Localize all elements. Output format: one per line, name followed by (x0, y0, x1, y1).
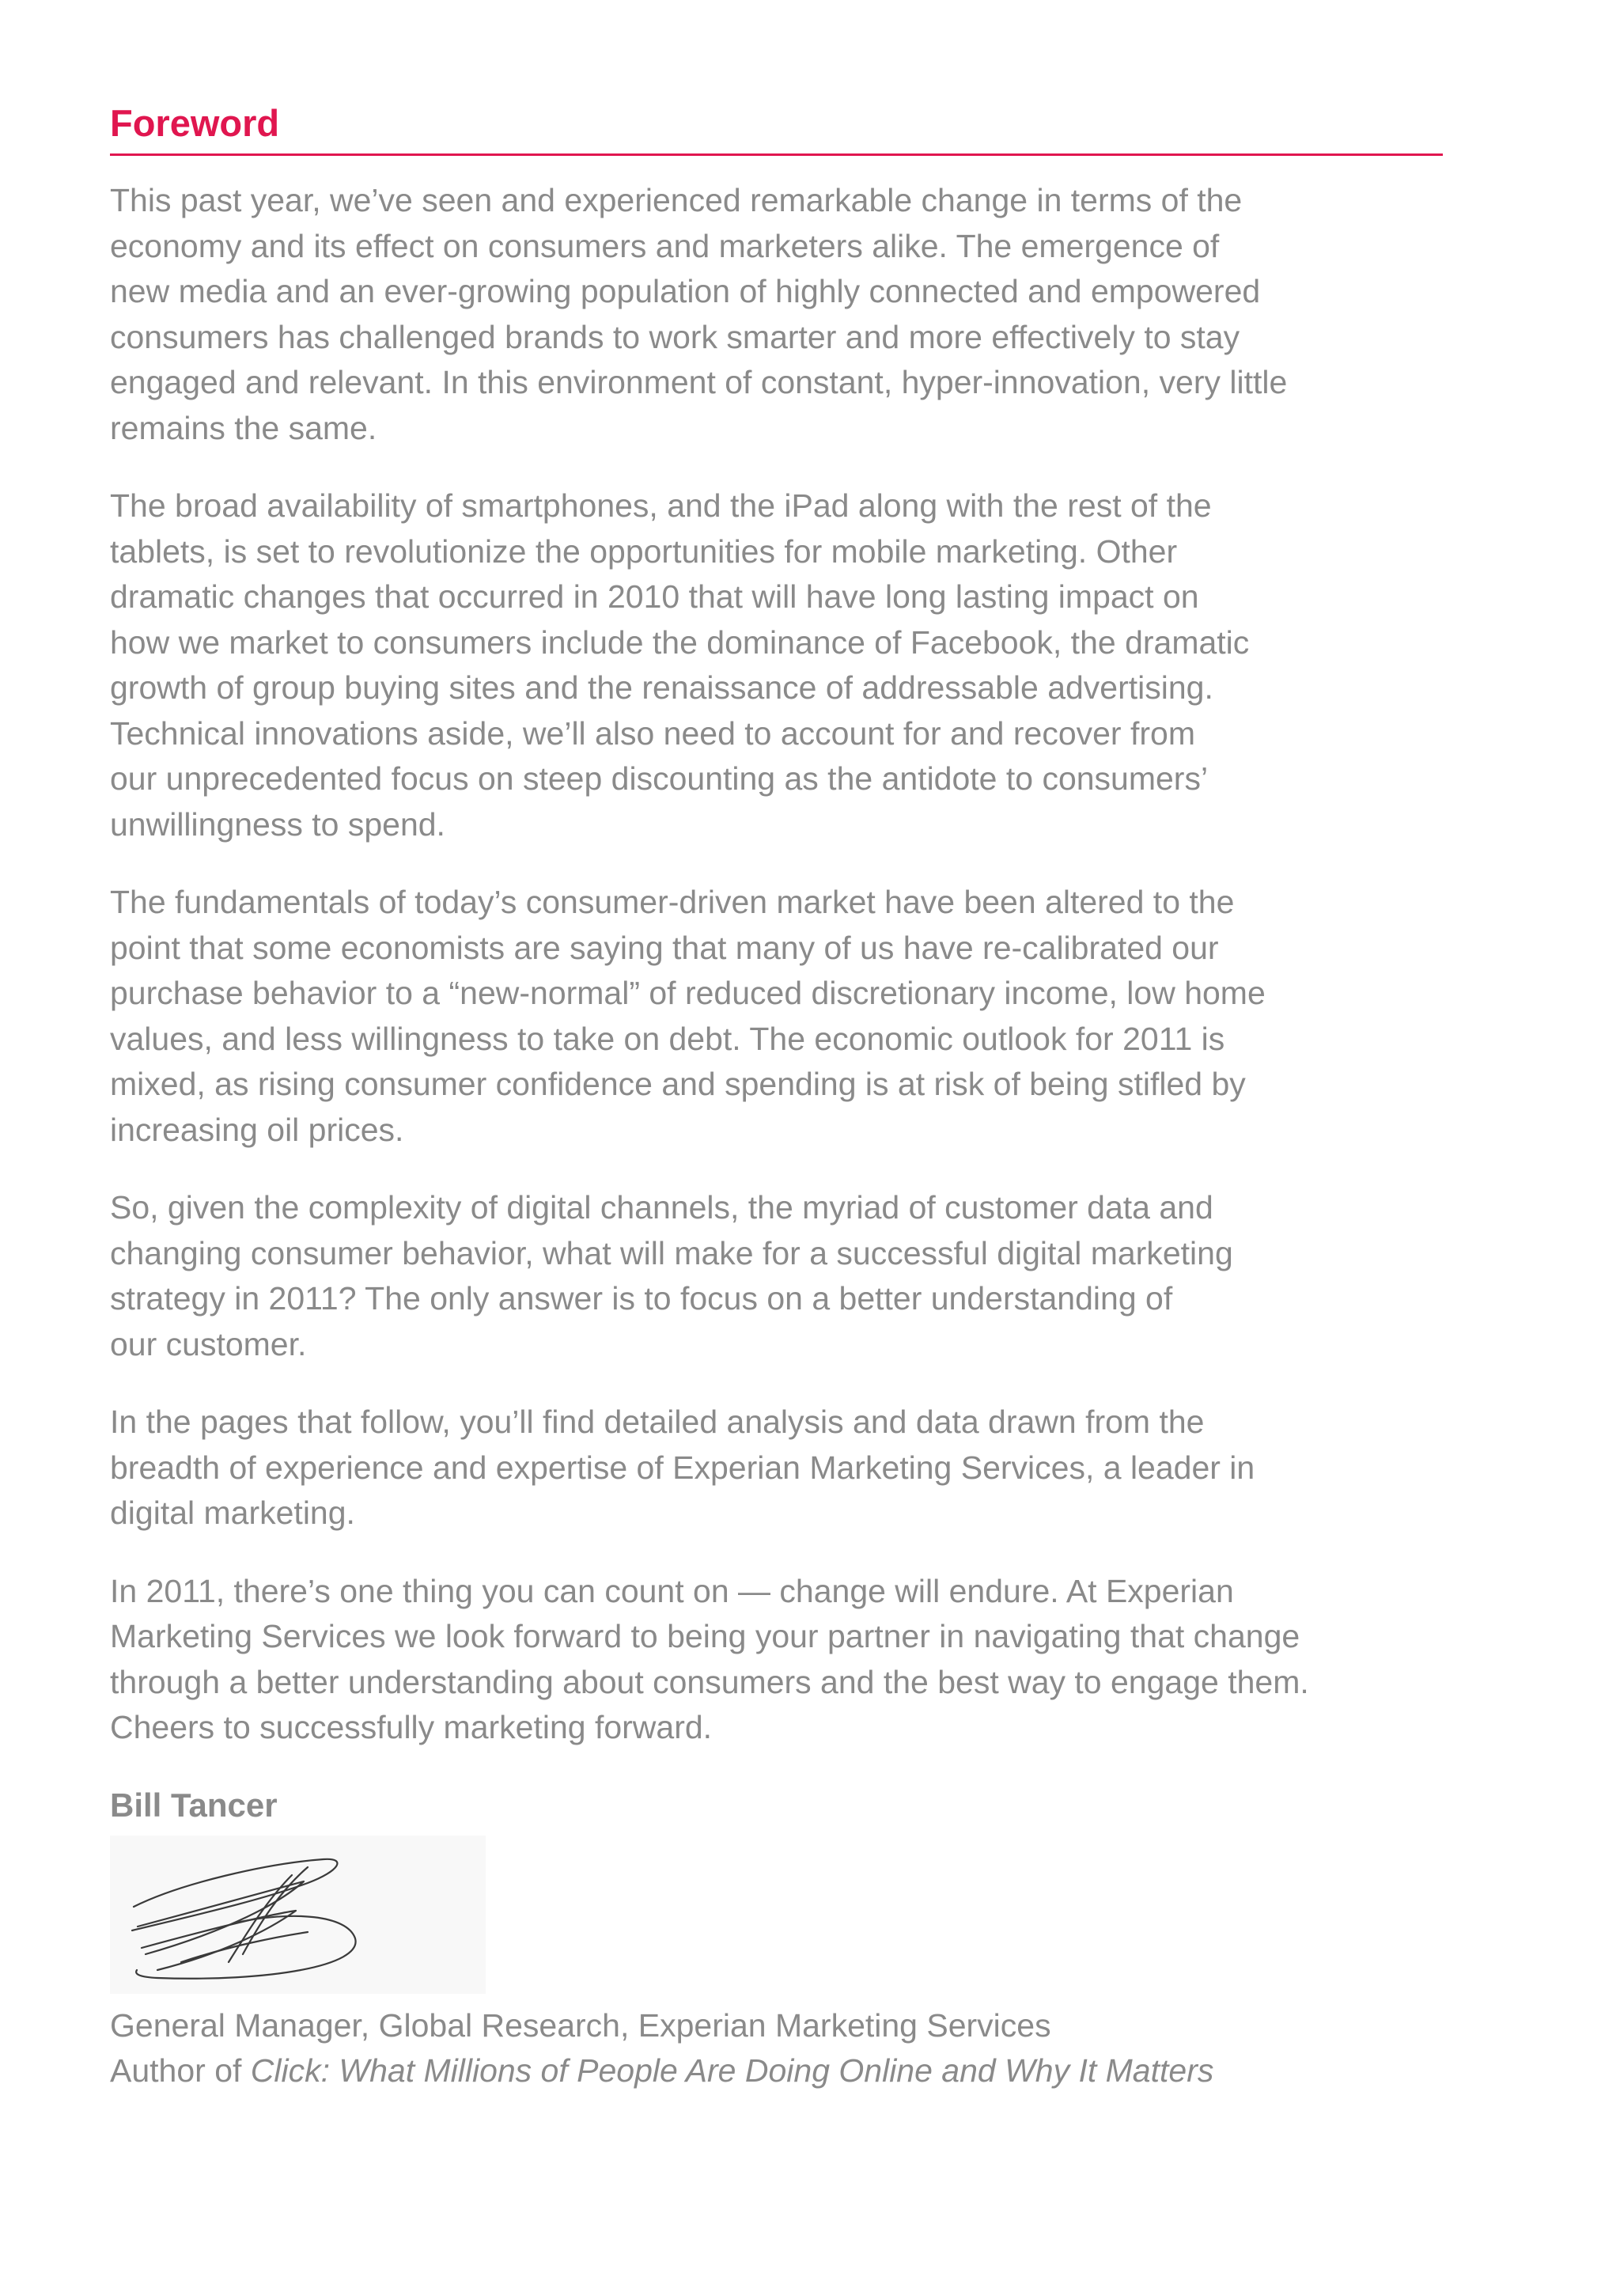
paragraph: In the pages that follow, you’ll find detailed analysis and data drawn from the breadth of experience and expertise of Experian Marketing Services, a leader in digital marketing. (110, 1404, 1255, 1531)
signer-credit (110, 2003, 1443, 2093)
paragraph: The broad availability of smartphones, and the iPad along with the rest of the tablets, is set to revolutionize the opportunities for mobile marketing. Other dramatic changes that occurred in 2010 that will have long lasting impact on how we market to consumers include the dominance of Facebook, the dramatic growth of group buying sites and the renaissance of addressable advertising. Technical innovations aside, we’ll also need to account for and recover from our unprecedented focus on steep discounting as the antidote to consumers’ unwillingness to spend. (110, 487, 1250, 843)
foreword-body (110, 178, 1443, 1751)
signer-name: Bill Tancer (110, 1786, 278, 1824)
foreword-page (110, 0, 1443, 2093)
paragraph: So, given the complexity of digital channels, the myriad of customer data and changing consumer behavior, what will make for a successful digital marketing strategy in 2011? The only answer is to focus on a better understanding of our customer. (110, 1189, 1233, 1362)
signer-position: General Manager, Global Research, Experian Marketing Services (110, 2006, 1051, 2044)
author-prefix: Author of (110, 2052, 251, 2089)
paragraph: In 2011, there’s one thing you can count on — change will endure. At Experian Marketing Services we look forward to being your partner in navigating that change through a better understanding about consumers and the best way to engage them. Cheers to successfully marketing forward. (110, 1572, 1309, 1745)
signer-authorship (110, 2048, 1443, 2093)
paragraph: This past year, we’ve seen and experienced remarkable change in terms of the economy and its effect on consumers and marketers alike. The emergence of new media and an ever-growing population of highly connected and empowered consumers has challenged brands to work smarter and more effectively to stay engaged and relevant. In this environment of constant, hyper-innovation, very little remains the same. (110, 182, 1288, 446)
book-title: Click: What Millions of People Are Doing Online and Why It Matters (250, 2052, 1214, 2089)
page-title: Foreword (110, 100, 1443, 156)
paragraph: The fundamentals of today’s consumer-driven market have been altered to the point that some economists are saying that many of us have re-calibrated our purchase behavior to a “new-normal” of reduced discretionary income, low home values, and less willingness to take on debt. The economic outlook for 2011 is mixed, as rising consumer confidence and spending is at risk of being stifled by increasing oil prices. (110, 884, 1266, 1148)
handwritten-signature (110, 1836, 486, 1994)
